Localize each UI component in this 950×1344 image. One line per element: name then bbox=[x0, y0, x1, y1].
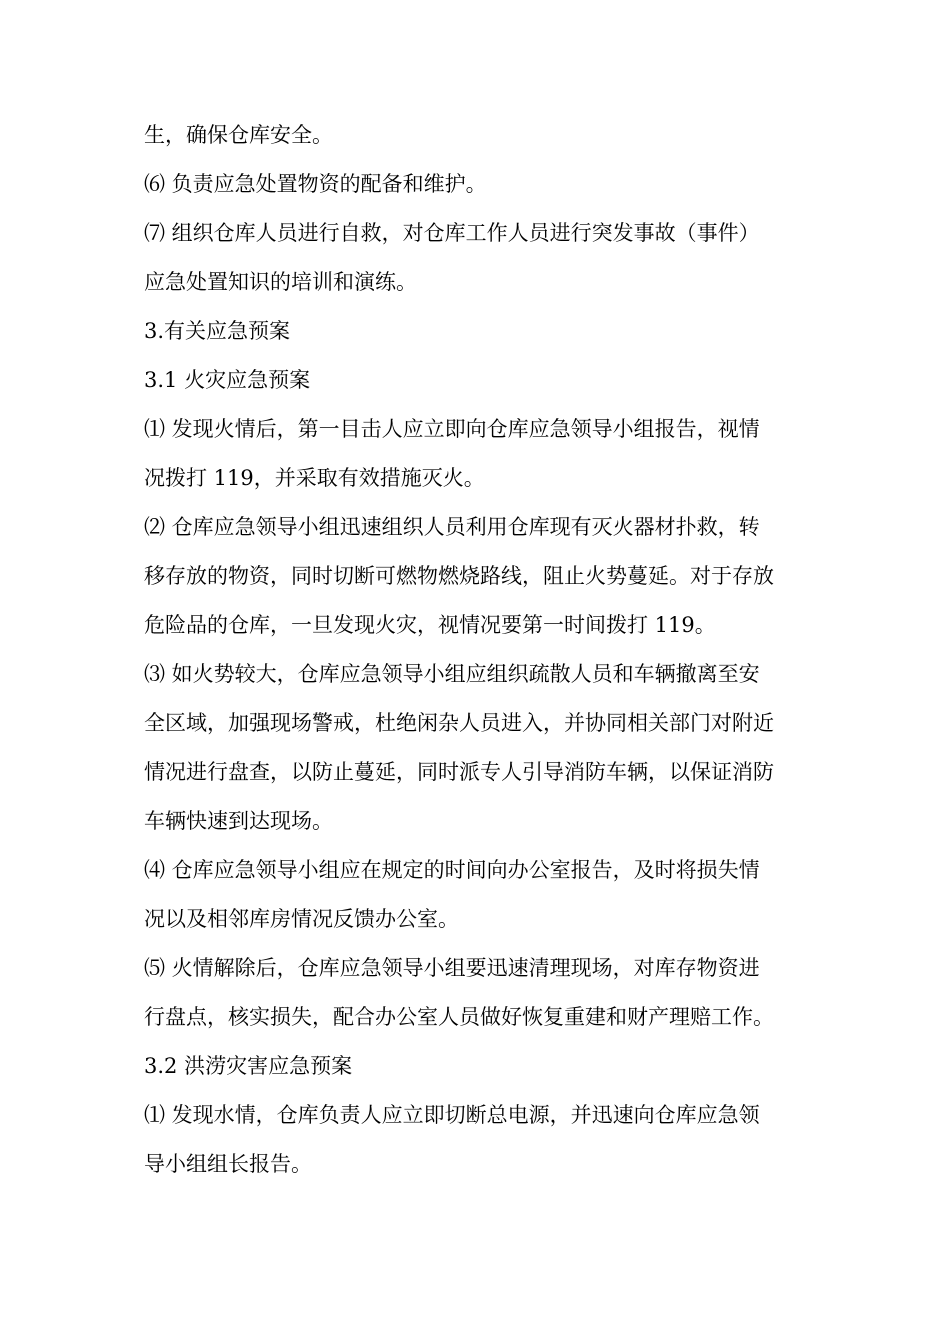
section-heading-3-1: 3.1 火灾应急预案 bbox=[144, 368, 311, 392]
list-item-6: ⑹ 负责应急处置物资的配备和维护。 bbox=[144, 172, 487, 196]
text-line: 应急处置知识的培训和演练。 bbox=[144, 270, 417, 294]
document-body bbox=[144, 111, 814, 1189]
text-line: 危险品的仓库，一旦发现火灾，视情况要第一时间拨打 119。 bbox=[144, 613, 716, 637]
text-line: 况拨打 119，并采取有效措施灭火。 bbox=[144, 466, 485, 490]
flood-item-1: ⑴ 发现水情，仓库负责人应立即切断总电源，并迅速向仓库应急领 bbox=[144, 1103, 760, 1127]
fire-item-2: ⑵ 仓库应急领导小组迅速组织人员利用仓库现有灭火器材扑救，转 bbox=[144, 515, 760, 539]
text-line: 导小组组长报告。 bbox=[144, 1152, 312, 1176]
list-item-7: ⑺ 组织仓库人员进行自救，对仓库工作人员进行突发事故（事件） bbox=[144, 221, 760, 245]
fire-item-1: ⑴ 发现火情后，第一目击人应立即向仓库应急领导小组报告，视情 bbox=[144, 417, 760, 441]
fire-item-4: ⑷ 仓库应急领导小组应在规定的时间向办公室报告，及时将损失情 bbox=[144, 858, 760, 882]
text-line: 车辆快速到达现场。 bbox=[144, 809, 333, 833]
fire-item-3: ⑶ 如火势较大，仓库应急领导小组应组织疏散人员和车辆撤离至安 bbox=[144, 662, 760, 686]
section-heading-3: 3.有关应急预案 bbox=[144, 319, 291, 343]
text-line: 生，确保仓库安全。 bbox=[144, 123, 333, 147]
fire-item-5: ⑸ 火情解除后，仓库应急领导小组要迅速清理现场，对库存物资进 bbox=[144, 956, 760, 980]
text-line: 情况进行盘查，以防止蔓延，同时派专人引导消防车辆，以保证消防 bbox=[144, 760, 774, 784]
text-line: 移存放的物资，同时切断可燃物燃烧路线，阻止火势蔓延。对于存放 bbox=[144, 564, 774, 588]
section-heading-3-2: 3.2 洪涝灾害应急预案 bbox=[144, 1054, 353, 1078]
text-line: 行盘点，核实损失，配合办公室人员做好恢复重建和财产理赔工作。 bbox=[144, 1005, 774, 1029]
text-line: 况以及相邻库房情况反馈办公室。 bbox=[144, 907, 459, 931]
text-line: 全区域，加强现场警戒，杜绝闲杂人员进入，并协同相关部门对附近 bbox=[144, 711, 774, 735]
